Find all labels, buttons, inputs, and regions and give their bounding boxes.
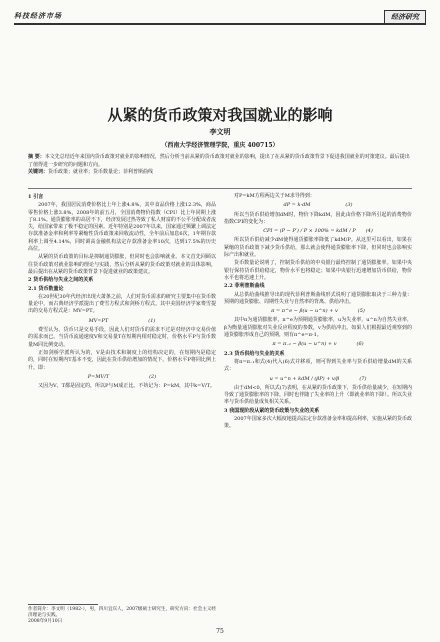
body-paragraph: 从总供给曲线推导出的现代菲利普斯曲线形式说明了通货膨胀取决于三种力量：预期的通货膨胀、周期性失业与自然率的背离、供给冲击。 (224, 291, 412, 305)
body-paragraph: 从紧的货币政策的目标是抑制通货膨胀，但同时也会影响就业。本文首先回顾以往货币政策对就业影响的理论与实践，然后分析从紧的货币政策对就业的具体影响，最后提出在从紧的货币政策背景下促进就业的政策建议。 (28, 254, 216, 275)
keywords-text: 货币政策；就业率；货币数量论；菲利普斯曲线 (48, 169, 154, 175)
body-paragraph: 对P=kM方程两边关于M求导得到： (234, 193, 315, 199)
equation: u = u^n + kdM / (βP) + v/β (7) (269, 375, 367, 382)
abstract-text: 本文先总结近年来国内货币政策对就业的影响情况，然后分析当前从紧的货币政策对就业的影响，提出了在从紧的货币政策背景下促进我国就业的对策建议。最后提出了值得进一步研究的问题和方向。 (28, 154, 410, 168)
equation: π = π^e − β(u − u^n) + v (5) (271, 308, 365, 315)
section-heading: 3 我国现阶段从紧的货币政策与失业的关系 (224, 407, 320, 414)
equation: π = π₋₁ − β(u − u^n) + v (6) (272, 341, 364, 348)
author-bio: 作者简介：李文明（1982-），男，四川宜宾人，2007级硕士研究生，研究方向：社会主义经济理论与实践。 (28, 607, 217, 618)
body-paragraph: 2007年，我国居民消费价格比上年上涨4.8%，其中食品价格上涨12.3%，商品零售价格上涨3.8%，2008年的前五月，全国消费物价指数（CPI）比上年同期上涨了8.1%。通货膨胀率的高居不下，经济发展过热等致了私人财富的不公平分配或者流失，给国家带来了极不稳定的因素。近年特别是2007年以来，国家通过频繁上调法定存款准备金率和利率等紧缩性货币政策来回收流动性，全年前后加息6次，1年期存款利率上调至4.14%，同时调高金融机构法定存款准备金率10次，达到17.5%的历史高位。 (28, 202, 216, 253)
section-name: 经济研究 (384, 10, 426, 24)
abstract (28, 154, 412, 169)
section-heading: 2.1 货币数量论 (28, 285, 64, 292)
body-paragraph: 费雪认为，货币只是交易手段，因此人们对货币的需求不过是对经济中交易价值的需求而已。当货币流通速度V和交易量T在短期内相对稳定时，价格水平P与货币数量M同比例变动。 (28, 327, 216, 348)
received-date: 2008年9月10日 (28, 619, 63, 624)
body-paragraph: 又因为V、T都是固定的，所以P与M成正比。不妨记为：P=kM，其中k=V/T。 (38, 383, 215, 390)
section-heading: 1 引言 (28, 194, 44, 200)
body-paragraph: 由于dM<0，所以式(7)表明，在从紧的货币政策下，货币供给量减少，在短期内导致了通货膨胀率的下降，同时也伴随了失业率的上升（即就业率的下降）。所以失业率与货币供给量成负相关关系。 (224, 384, 412, 406)
left-column (28, 193, 216, 391)
section-heading: 2 货币供给与失业之间的关系 (28, 277, 94, 284)
right-column (224, 193, 412, 432)
article-title: 从紧的货币政策对我国就业的影响 (107, 106, 333, 124)
abstract-label: 摘 要： (28, 154, 45, 160)
keywords (28, 169, 412, 177)
body-paragraph: 货币数量论说明了，控制货币供给的中央银行最终控制了通货膨胀率。如果中央银行保持货币供给稳定，物价水平也将稳定；如果中央银行迅速增加货币供给，物价水平也将迅速上升。 (224, 260, 412, 281)
footnote (28, 607, 218, 625)
body-paragraph: 所以货币供给减少dM使得通货膨胀率降低了kdM/P。从这里可以看出，如果在紧缩的货币政策下减少货币供给，那么就会使得通货膨胀率下降，但同时也会影响实际产出和就业。 (224, 237, 412, 259)
abstract-separator (28, 188, 412, 189)
author-name: 李文明 (209, 127, 231, 136)
body-paragraph: 所以当货币供给增加dM时，物价下降kdM，因此由价格下降所引起的消费物价指数CPI的变化为： (224, 211, 412, 225)
body-paragraph: 其中π为通货膨胀率，π^e为预期通货膨胀率，u为失业率，u^n为自然失业率，β为衡量通货膨胀对失业反应程度的参数，v为供给冲击。如果人们根据最近观察到的通货膨胀形成自己的预期，则有π^e=π-1。 (224, 317, 412, 339)
running-header (14, 10, 426, 26)
body-paragraph: 2007年国家多次大幅度地提高法定存款准备金率和提高利率，实施从紧的货币政策。 (224, 416, 412, 430)
body-paragraph: 正如剑桥学派所认为的，V是由技术和制度上的结构决定的，在短期内是稳定的，同时在短期内T基本不变，因此在货币供给增加的情况下，价格水平P将同比例上升。即： (28, 349, 216, 371)
body-paragraph: 将π=π₋₁和式(4)代入(6)式并移项，则可得到失业率与货币供给增量dM的关系式： (224, 358, 412, 373)
equation: CPI = (P − P′) / P × 100% = kdM / P (4) (263, 228, 373, 235)
page-number: 75 (216, 628, 224, 635)
equation: P=MV/T (2) (87, 373, 157, 380)
author-affiliation: （西南大学经济管理学院，重庆 400715） (161, 142, 279, 149)
abstract-block (28, 154, 412, 177)
journal-name: 科技经济市场 (14, 11, 62, 20)
keywords-label: 关键词： (28, 169, 49, 175)
header-rule (14, 23, 426, 25)
section-heading: 2.2 菲利普斯曲线 (224, 283, 265, 290)
equation: dP = k·dM (3) (283, 202, 353, 209)
section-heading: 2.3 货币供给与失业的关系 (224, 350, 285, 357)
body-paragraph: 在20世纪30年代经济出现大萧条之前，人们对货币需求的研究主要集中在货币数量论中，而古典经济学派提出了费雪方程式和剑桥方程式。其中美国经济学家费雪提出的交易方程式是：MV=PT。 (28, 293, 216, 315)
equation: MV=PT (1) (88, 317, 156, 324)
footnote-rule (28, 604, 98, 605)
